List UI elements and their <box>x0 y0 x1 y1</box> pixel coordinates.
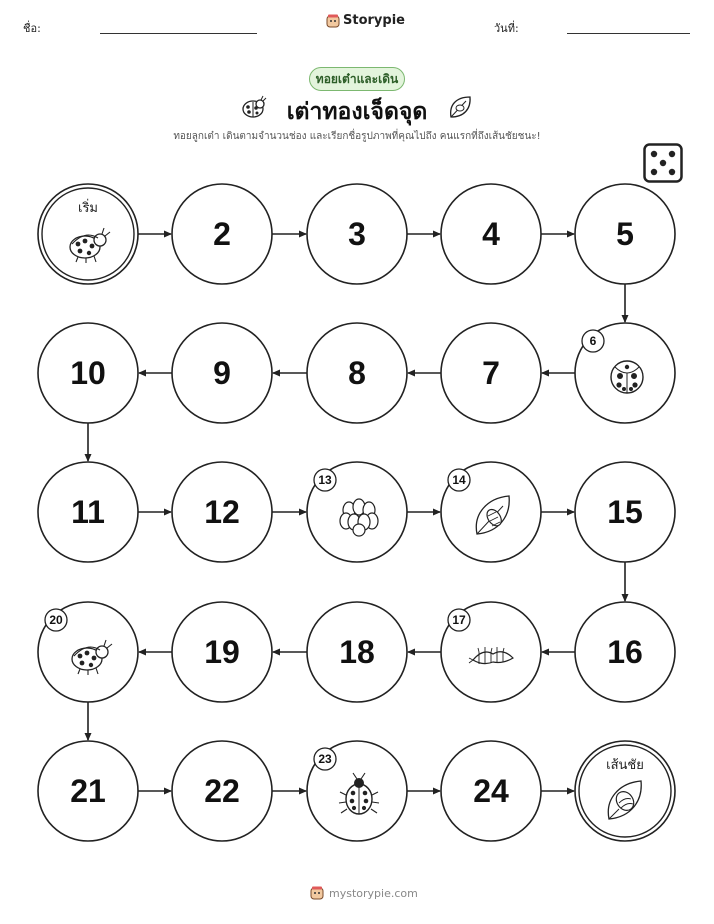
board-space-21[interactable] <box>38 741 138 841</box>
game-instructions: ทอยลูกเต๋า เดินตามจำนวนช่อง และเรียกชื่อรูปภาพที่คุณไปถึง คนแรกที่ถึงเส้นชัยชนะ! <box>173 131 541 142</box>
board-space-10[interactable] <box>38 323 138 423</box>
space-number: 10 <box>70 355 106 391</box>
space-number: 2 <box>213 216 231 252</box>
space-number: 15 <box>607 494 643 530</box>
space-number: 5 <box>616 216 634 252</box>
space-circle <box>38 184 138 284</box>
storypie-footer-logo-icon <box>310 886 324 900</box>
board-space-15[interactable] <box>575 462 675 562</box>
space-number: 22 <box>204 773 240 809</box>
board-space-14[interactable] <box>441 462 541 562</box>
board-space-19[interactable] <box>172 602 272 702</box>
space-number: 8 <box>348 355 366 391</box>
space-number: 23 <box>318 752 332 766</box>
space-number: 6 <box>589 334 597 348</box>
board-space-4[interactable] <box>441 184 541 284</box>
space-number: 4 <box>482 216 500 252</box>
space-number: 21 <box>70 773 106 809</box>
board-space-22[interactable] <box>172 741 272 841</box>
finish-space[interactable] <box>575 741 675 841</box>
board-space-8[interactable] <box>307 323 407 423</box>
space-number: 14 <box>452 473 466 487</box>
board-space-11[interactable] <box>38 462 138 562</box>
board-space-9[interactable] <box>172 323 272 423</box>
brand-name: Storypie <box>343 13 405 28</box>
space-number: 7 <box>482 355 500 391</box>
board-space-7[interactable] <box>441 323 541 423</box>
footer-url[interactable]: mystorypie.com <box>329 886 418 900</box>
space-number: 24 <box>473 773 509 809</box>
space-number: 18 <box>339 634 375 670</box>
space-number: 16 <box>607 634 643 670</box>
start-space[interactable] <box>38 184 138 284</box>
board-space-3[interactable] <box>307 184 407 284</box>
space-number: 11 <box>71 494 105 530</box>
space-number: 20 <box>49 613 63 627</box>
board-space-5[interactable] <box>575 184 675 284</box>
board-space-17[interactable] <box>441 602 541 702</box>
board-space-6[interactable] <box>575 323 675 423</box>
board-space-16[interactable] <box>575 602 675 702</box>
board-space-20[interactable] <box>38 602 138 702</box>
game-type-tag: ทอยเต๋าและเดิน <box>309 67 405 91</box>
footer <box>310 886 418 900</box>
space-number: 12 <box>204 494 240 530</box>
board-space-24[interactable] <box>441 741 541 841</box>
finish-label: เส้นชัย <box>606 758 644 773</box>
board-space-12[interactable] <box>172 462 272 562</box>
space-number: 9 <box>213 355 231 391</box>
board-space-13[interactable] <box>307 462 407 562</box>
board-space-2[interactable] <box>172 184 272 284</box>
date-label: วันที่: <box>494 22 519 35</box>
start-label: เริ่ม <box>78 201 98 216</box>
ladybug-shell-icon <box>611 361 643 393</box>
space-number: 3 <box>348 216 366 252</box>
space-number: 17 <box>452 613 466 627</box>
space-number: 13 <box>318 473 332 487</box>
name-label: ชื่อ: <box>23 22 41 35</box>
page-title: เต่าทองเจ็ดจุด <box>286 99 428 125</box>
board-space-18[interactable] <box>307 602 407 702</box>
board-space-23[interactable] <box>307 741 407 841</box>
space-number: 19 <box>204 634 240 670</box>
